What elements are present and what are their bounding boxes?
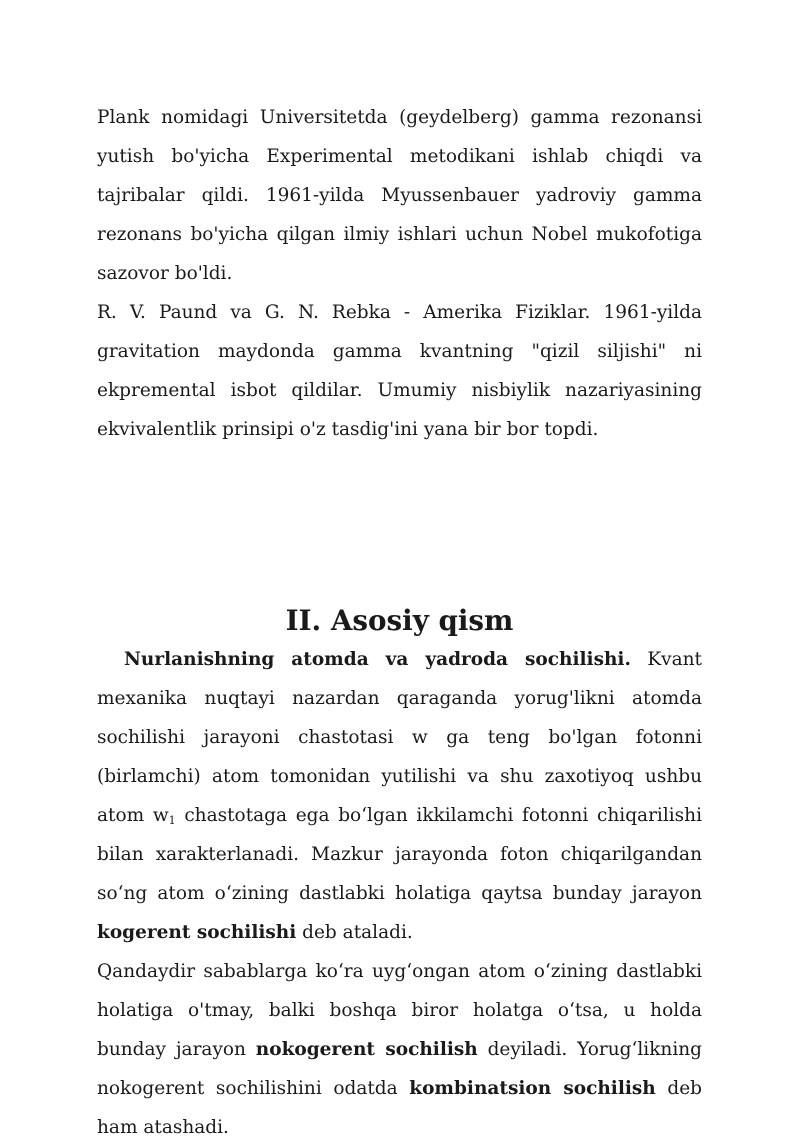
term-nokogerent: nokogerent sochilish bbox=[255, 1039, 478, 1060]
term-kogerent: kogerent sochilishi bbox=[97, 922, 297, 943]
paragraph-text: deb ham atashadi. bbox=[97, 1078, 702, 1138]
paragraph-text: Qandaydir sabablarga ko‘ra uyg‘ongan atom o‘zining dastlabki holatiga o'tmay, balki boshqa biror holatga o‘tsa, u holda bunday jarayon bbox=[97, 961, 702, 1060]
section-paragraph-1 bbox=[97, 640, 702, 952]
document-page bbox=[97, 98, 702, 1147]
paragraph-text: chastotaga ega bo‘lgan ikkilamchi fotonni chiqarilishi bilan xarakterlanadi. Mazkur jarayonda foton chiqarilgandan so‘ng atom o‘zining dastlabki holatiga qaytsa bunday jarayon bbox=[97, 805, 702, 904]
intro-paragraph-2: R. V. Paund va G. N. Rebka - Amerika Fiziklar. 1961-yilda gravitation maydonda gamma kvantning "qizil siljishi" ni ekpremental isbot qildilar. Umumiy nisbiylik nazariyasining ekvivalentlik prinsipi o'z tasdig'ini yana bir bor topdi. bbox=[97, 302, 702, 440]
paragraph-text: Kvant mexanika nuqtayi nazardan qaraganda yorug'likni atomda sochilishi jarayoni chastotasi w ga teng bo'lgan fotonni (birlamchi) atom tomonidan yutilishi va shu zaxotiyoq ushbu atom w bbox=[97, 649, 702, 826]
section-spacer bbox=[97, 449, 702, 601]
section-heading: II. Asosiy qism bbox=[285, 604, 514, 637]
section-paragraph-2 bbox=[97, 952, 702, 1147]
paragraph-text: deb ataladi. bbox=[296, 922, 413, 943]
term-kombinatsion: kombinatsion sochilish bbox=[409, 1078, 656, 1099]
intro-paragraph-1: Plank nomidagi Universitetda (geydelberg) gamma rezonansi yutish bo'yicha Experimental metodikani ishlab chiqdi va tajribalar qildi. 1961-yilda Myussenbauer yadroviy gamma rezonans bo'yicha qilgan ilmiy ishlari uchun Nobel mukofotiga sazovor bo'ldi. bbox=[97, 107, 702, 284]
paragraph-lead-title: Nurlanishning atomda va yadroda sochilishi. bbox=[124, 649, 631, 670]
frequency-subscript: 1 bbox=[168, 814, 176, 827]
paragraph-text: deyiladi. Yorug‘likning nokogerent sochilishini odatda bbox=[97, 1039, 702, 1099]
